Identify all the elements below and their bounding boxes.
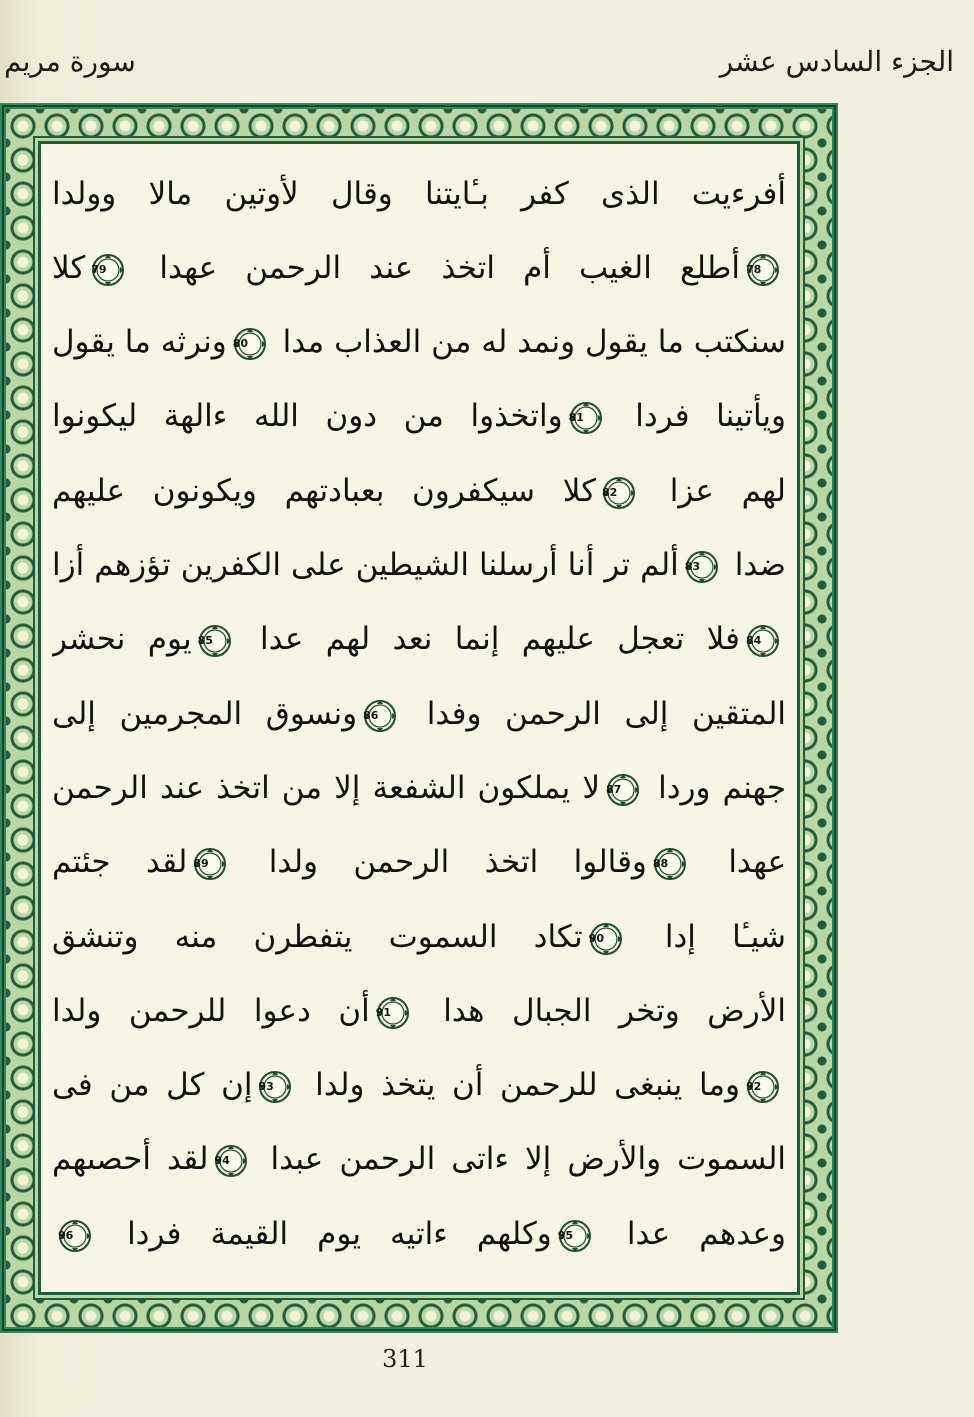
verse-text: سنكتب ما يقول ونمد له من العذاب مدا bbox=[282, 324, 786, 360]
ayah-number-marker bbox=[258, 1070, 292, 1104]
ayah-number-marker bbox=[214, 1144, 248, 1178]
text-line bbox=[52, 1199, 786, 1269]
ayah-number: 91 bbox=[375, 1005, 392, 1019]
verse-text: جهنم وردا bbox=[658, 770, 786, 806]
ayah-number: 95 bbox=[557, 1228, 574, 1242]
verse-text: وكلهم ءاتيه يوم القيمة فردا bbox=[127, 1216, 552, 1252]
ayah-number: 81 bbox=[568, 410, 584, 424]
quran-text-area bbox=[44, 149, 794, 1283]
ayah-number: 82 bbox=[601, 485, 618, 499]
verse-text: لا يملكون الشفعة إلا من اتخذ عند الرحمن bbox=[52, 770, 601, 806]
ayah-number: 78 bbox=[746, 262, 762, 276]
ayah-number: 92 bbox=[745, 1079, 762, 1093]
ayah-number-marker bbox=[606, 773, 640, 807]
verse-text: تكاد السموت يتفطرن منه وتنشق bbox=[52, 919, 583, 955]
ayah-number-marker bbox=[602, 476, 636, 510]
ayah-number-marker bbox=[746, 624, 780, 658]
verse-text: لهم عزا bbox=[669, 473, 786, 509]
ayah-number: 79 bbox=[91, 262, 107, 276]
ayah-number: 80 bbox=[232, 336, 249, 350]
juz-header: الجزء السادس عشر bbox=[719, 45, 954, 78]
verse-text: ونرثه ما يقول bbox=[52, 324, 227, 360]
ayah-number: 88 bbox=[652, 856, 669, 870]
text-line bbox=[52, 233, 786, 303]
ayah-number-marker bbox=[746, 1070, 780, 1104]
verse-text: ألم تر أنا أرسلنا الشيطين على الكفرين تؤزهم أزا bbox=[52, 547, 679, 583]
ayah-number-marker bbox=[589, 922, 623, 956]
ayah-number-marker bbox=[363, 699, 397, 733]
ayah-number-marker bbox=[376, 996, 410, 1030]
verse-text: واتخذوا من دون الله ءالهة ليكونوا bbox=[52, 398, 563, 434]
text-line bbox=[52, 530, 786, 600]
ayah-number: 93 bbox=[258, 1079, 274, 1093]
verse-text: فلا تعجل عليهم إنما نعد لهم عدا bbox=[260, 621, 740, 657]
text-line bbox=[52, 902, 786, 972]
verse-text: أطلع الغيب أم اتخذ عند الرحمن عهدا bbox=[159, 250, 741, 286]
ayah-number-marker bbox=[58, 1219, 92, 1253]
ayah-number-marker bbox=[198, 624, 232, 658]
ayah-number-marker bbox=[193, 847, 227, 881]
verse-text: شيـٔا إدا bbox=[664, 919, 786, 955]
verse-text: لقد جئتم bbox=[52, 844, 188, 880]
ornamental-frame bbox=[0, 103, 838, 1333]
ayah-number-marker bbox=[569, 401, 603, 435]
ayah-number-marker bbox=[653, 847, 687, 881]
ayah-number: 86 bbox=[363, 708, 379, 722]
text-line bbox=[52, 381, 786, 451]
ayah-number: 83 bbox=[684, 559, 701, 573]
verse-text: كلا سيكفرون بعبادتهم ويكونون عليهم bbox=[52, 473, 596, 509]
text-line bbox=[52, 456, 786, 526]
verse-text: وما ينبغى للرحمن أن يتخذ ولدا bbox=[315, 1067, 740, 1103]
surah-header: سورة مريم bbox=[4, 45, 136, 78]
verse-text: يوم نحشر bbox=[52, 621, 192, 657]
text-line bbox=[52, 1124, 786, 1194]
text-line bbox=[52, 753, 786, 823]
verse-text: ويأتينا فردا bbox=[635, 398, 786, 434]
text-line bbox=[52, 1050, 786, 1120]
ayah-number-marker bbox=[233, 327, 267, 361]
ayah-number: 94 bbox=[214, 1153, 230, 1167]
ayah-number: 85 bbox=[197, 633, 213, 647]
verse-text: كلا bbox=[52, 250, 86, 286]
verse-text: وقالوا اتخذ الرحمن ولدا bbox=[268, 844, 647, 880]
verse-text: لقد أحصىهم bbox=[52, 1141, 209, 1177]
ayah-number: 87 bbox=[606, 782, 622, 796]
verse-text: أن دعوا للرحمن ولدا bbox=[52, 993, 370, 1029]
ayah-number: 89 bbox=[193, 856, 209, 870]
text-line bbox=[52, 679, 786, 749]
verse-text: المتقين إلى الرحمن وفدا bbox=[426, 696, 786, 732]
ayah-number: 96 bbox=[58, 1228, 74, 1242]
ayah-number: 90 bbox=[588, 931, 604, 945]
text-line bbox=[52, 159, 786, 229]
page-number: 311 bbox=[382, 1345, 428, 1373]
text-line bbox=[52, 604, 786, 674]
verse-text: ضدا bbox=[734, 547, 786, 583]
ayah-number-marker bbox=[558, 1219, 592, 1253]
verse-text: عهدا bbox=[728, 844, 786, 880]
verse-text: إن كل من فى bbox=[52, 1067, 253, 1103]
verse-text: أفرءيت الذى كفر بـٔايتنا وقال لأوتين مالا وولدا bbox=[52, 176, 786, 212]
verse-text: ونسوق المجرمين إلى bbox=[52, 696, 358, 732]
verse-text: وعدهم عدا bbox=[626, 1216, 786, 1252]
ayah-number: 84 bbox=[745, 633, 762, 647]
ayah-number-marker bbox=[685, 550, 719, 584]
verse-text: السموت والأرض إلا ءاتى الرحمن عبدا bbox=[270, 1141, 786, 1177]
verse-text: الأرض وتخر الجبال هدا bbox=[443, 993, 786, 1029]
text-line bbox=[52, 827, 786, 897]
text-line bbox=[52, 307, 786, 377]
ayah-number-marker bbox=[91, 253, 125, 287]
text-line bbox=[52, 976, 786, 1046]
ayah-number-marker bbox=[746, 253, 780, 287]
